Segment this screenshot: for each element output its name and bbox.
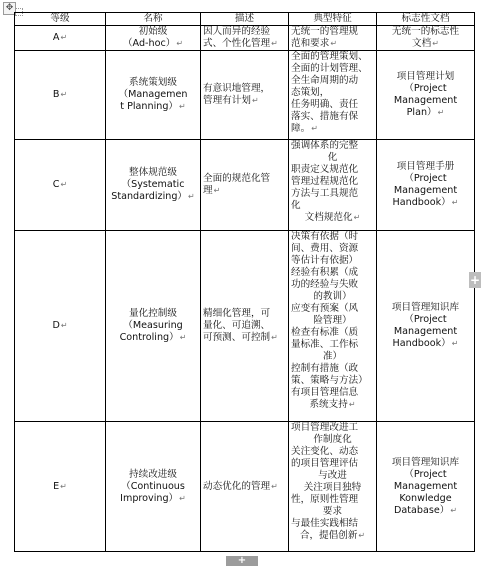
desc-line: 可预测、可控制↵: [203, 332, 278, 343]
table-row: [15, 51, 475, 140]
paragraph-mark-icon: ↵: [60, 90, 68, 99]
features-line: 职责定义规范化: [291, 164, 359, 175]
doc-line: 项目管理知识库: [391, 456, 460, 468]
features-line: 的项目管理评估: [291, 458, 359, 469]
features-line: 方法与工具规范: [291, 188, 359, 199]
paragraph-mark-icon: ↵: [271, 481, 278, 491]
features-line: 化: [327, 152, 338, 163]
header-features: 典型特征: [289, 13, 377, 26]
features-line: 合，提倡创新↵: [299, 530, 366, 541]
name-line: Improving）↵: [120, 492, 186, 504]
doc-line: Database）↵: [393, 504, 458, 516]
paragraph-mark-icon: ↵: [437, 108, 445, 117]
features-cell[interactable]: [289, 51, 377, 140]
features-line: 与最佳实践相结: [291, 518, 359, 529]
name-line: Controling）↵: [119, 332, 187, 343]
features-line: 全面的管理策划、: [291, 51, 368, 62]
paragraph-mark-icon: ↵: [251, 96, 259, 105]
level-cell[interactable]: [15, 422, 106, 552]
level-label: A: [52, 32, 60, 43]
level-label: D: [52, 320, 60, 331]
features-line: 全面的计划管理、: [291, 63, 368, 74]
doc-line: Handbook）↵: [392, 197, 459, 208]
doc-line: （Project: [404, 83, 447, 94]
desc-line: 式、个性化管理↵: [203, 38, 278, 49]
doc-line: 项目管理手册: [396, 161, 455, 172]
desc-line: 管理有计划↵: [203, 95, 259, 106]
level-cell[interactable]: [15, 26, 106, 51]
name-line: t Planning）↵: [120, 101, 186, 112]
features-line: 范和要求↵: [291, 38, 338, 49]
features-line: 检查有标准（质: [291, 327, 359, 338]
table-row: [15, 140, 475, 231]
name-cell[interactable]: [106, 140, 201, 231]
level-label: E: [53, 480, 60, 492]
level-cell[interactable]: [15, 140, 106, 231]
features-line: 险管理）: [313, 315, 352, 326]
insert-column-button[interactable]: +: [469, 273, 481, 287]
document-cell[interactable]: [377, 26, 475, 51]
paragraph-mark-icon: ↵: [188, 192, 195, 201]
header-name: 名称: [106, 13, 201, 26]
desc-line: 因人而异的经验: [203, 26, 271, 37]
doc-line: 无统一的标志性: [391, 26, 460, 37]
doc-line: 项目管理知识库: [391, 302, 460, 313]
description-cell[interactable]: [201, 422, 289, 552]
doc-line: 项目管理计划: [396, 71, 455, 82]
description-cell[interactable]: [201, 26, 289, 51]
level-label: B: [52, 89, 60, 100]
doc-line: （Project: [404, 314, 447, 325]
doc-line: 文档↵: [412, 38, 439, 49]
name-line: 持续改进级: [129, 468, 177, 480]
paragraph-mark-icon: ↵: [311, 124, 318, 133]
level-cell[interactable]: [15, 231, 106, 422]
header-document: 标志性文档: [377, 13, 475, 26]
features-line: 应变有预案（风: [291, 303, 359, 314]
doc-line: Management: [393, 185, 458, 196]
paragraph-mark-icon: ↵: [353, 213, 361, 222]
paragraph-mark-icon: ↵: [450, 505, 458, 515]
name-cell[interactable]: [106, 26, 201, 51]
document-cell[interactable]: [377, 140, 475, 231]
features-line: 要求: [322, 506, 343, 517]
features-line: 系统支持↵: [309, 399, 356, 410]
paragraph-mark-icon: ↵: [60, 180, 68, 189]
desc-line: 全面的规范化管: [203, 173, 271, 184]
paragraph-mark-icon: ↵: [271, 39, 278, 48]
features-line: 作制度化: [313, 434, 352, 445]
name-cell[interactable]: [106, 231, 201, 422]
name-line: （Managemen: [118, 89, 188, 100]
doc-line: Management: [393, 480, 458, 492]
level-cell[interactable]: [15, 51, 106, 140]
features-line: 任务明确、责任: [291, 99, 359, 110]
name-line: （Ad-hoc）↵: [122, 38, 184, 49]
features-line: 落实、措施有保: [291, 111, 359, 122]
name-line: 整体规范级: [129, 167, 177, 178]
doc-line: Management: [393, 326, 458, 337]
name-line: Standardizing）↵: [111, 191, 195, 202]
features-line: 态策划，: [291, 87, 330, 98]
doc-line: Handbook）↵: [392, 338, 459, 349]
features-line: 项目管理改进工: [291, 422, 359, 433]
paragraph-mark-icon: ↵: [60, 481, 67, 491]
table-move-handle-icon[interactable]: ✥: [3, 2, 16, 15]
features-line: 有项目管理信息: [291, 387, 359, 398]
header-description: 描述: [201, 13, 289, 26]
name-cell[interactable]: [106, 422, 201, 552]
features-line: 经验有积累（成: [291, 267, 359, 278]
name-line: （Systematic: [121, 179, 185, 190]
paragraph-mark-icon: ↵: [451, 339, 459, 348]
paragraph-mark-icon: ↵: [176, 39, 184, 48]
features-line: 关注项目独特: [303, 482, 362, 493]
features-line: 间、费用、资源: [291, 243, 359, 254]
table-row: [15, 231, 475, 422]
document-cell[interactable]: [377, 422, 475, 552]
features-line: 准）: [322, 351, 343, 362]
name-line: 初始级: [138, 26, 168, 37]
features-line: 与改进: [318, 470, 347, 481]
doc-line: Konwledge: [399, 492, 452, 504]
features-cell[interactable]: [289, 26, 377, 51]
name-line: 量化控制级: [129, 308, 177, 319]
paragraph-mark-icon: ↵: [60, 321, 68, 330]
features-cell[interactable]: [289, 422, 377, 552]
features-line: 文档规范化↵: [304, 212, 361, 223]
features-line: 等估计有依据）: [291, 255, 359, 266]
name-line: 系统策划级: [129, 77, 177, 88]
desc-line: 动态优化的管理↵: [203, 480, 278, 492]
maturity-level-table: [14, 12, 475, 552]
paragraph-mark-icon: ↵: [451, 198, 459, 207]
doc-line: （Project: [404, 468, 447, 480]
features-line: 无统一的管理规: [291, 26, 359, 37]
features-line: 量标准、工作标: [291, 339, 359, 350]
paragraph-mark-icon: ↵: [179, 102, 186, 111]
doc-line: Plan）↵: [406, 107, 445, 118]
features-line: 全生命周期的动: [291, 75, 359, 86]
table-row: [15, 26, 475, 51]
name-line: （Measuring: [123, 320, 183, 331]
paragraph-mark-icon: ↵: [358, 531, 366, 540]
insert-row-button[interactable]: +: [226, 556, 258, 566]
description-cell[interactable]: [201, 231, 289, 422]
paragraph-mark-icon: ↵: [271, 333, 278, 342]
document-cell[interactable]: [377, 231, 475, 422]
desc-line: 精细化管理，可: [203, 308, 271, 319]
paragraph-mark-icon: ↵: [330, 39, 338, 48]
desc-line: 有意识地管理，: [203, 83, 271, 94]
features-line: 关注变化、动态: [291, 446, 359, 457]
features-line: 强调体系的完整: [291, 140, 359, 151]
table-row: [15, 422, 475, 552]
paragraph-mark-icon: ↵: [213, 186, 221, 195]
name-line: （Continuous: [121, 480, 185, 492]
desc-line: 理↵: [203, 185, 221, 196]
header-level: 等级: [15, 13, 106, 26]
paragraph-mark-icon: ↵: [348, 400, 356, 409]
name-cell[interactable]: [106, 51, 201, 140]
features-line: 策、策略与方法）: [291, 375, 368, 386]
features-line: 障。↵: [291, 123, 318, 134]
description-cell[interactable]: [201, 51, 289, 140]
features-line: 控制有措施（政: [291, 363, 359, 374]
paragraph-mark-icon: ↵: [432, 39, 439, 48]
features-line: 功的经验与失败: [291, 279, 359, 290]
features-line: 的教训）: [313, 291, 352, 302]
doc-line: Management: [393, 95, 458, 106]
document-cell[interactable]: [377, 51, 475, 140]
features-cell[interactable]: [289, 140, 377, 231]
table-header-row: [15, 13, 475, 26]
features-line: 性，原则性管理: [291, 494, 359, 505]
desc-line: 量化、可追溯、: [203, 320, 271, 331]
features-line: 管理过程规范化: [291, 176, 359, 187]
paragraph-mark-icon: ↵: [179, 333, 187, 342]
features-cell[interactable]: [289, 231, 377, 422]
doc-line: （Project: [404, 173, 447, 184]
paragraph-mark-icon: ↵: [60, 33, 68, 42]
level-label: C: [52, 179, 60, 190]
features-line: 化: [291, 200, 301, 211]
features-line: 决策有依据（时: [291, 231, 359, 242]
description-cell[interactable]: [201, 140, 289, 231]
paragraph-mark-icon: ↵: [179, 493, 186, 503]
